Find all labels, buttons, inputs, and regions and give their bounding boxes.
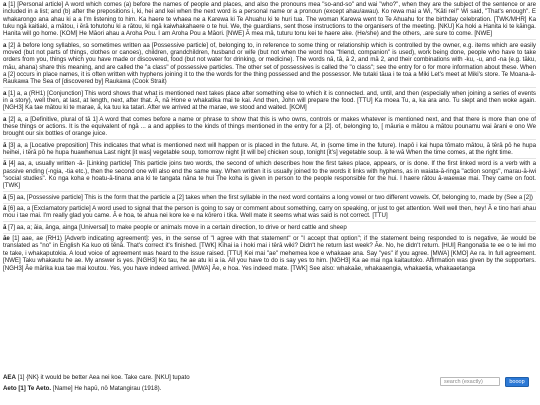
entry-divider — [3, 139, 536, 140]
dictionary-entry — [3, 374, 363, 381]
entry-definition: [1] aae, ae (RH1) [Adverb indicating agreement]: yes, in the sense of "I agree with that statement" or "I accept that option"; if the statement being responded to is negative, āe would be translated as "no" in English Ka kuo oti tēnā. That's correct it's finished. [TWK] Kīhai ia i hoki mai i tērā wiki? Didn't he return last week? Āe. No, he didn't return. [HUI] Rangonatia te ee o te iwi mo te take, i whakaputokia. A loud voice of agreement was heard to the issue raised. [TTU] Kei mai "ae" mehemea koe e whakaae ana. Say "yes" if you agree. [MWA] [KMO] Ae ra. In full agreement. [NWE] Taku whakautu he ae. My answer is yes. [NGH3] Ko tau, he ae atu ki a ia. All you have to do is say yes to him. [NGH3] Ka ae mai nga kaitautoko. Affirmation was given by the supporters. [NGH3] Āe mārika kua tae mai koutou. Yes, you have indeed arrived. [MWA] Āe, e hoa. Yes indeed mate. [TWK] See also: whakaāe, whakaaengia, whakaetia, whakaaetanga — [3, 235, 536, 272]
entry-definition: [4] aa, a, usually written -ā- [Linking particle] This particle joins two words, the second of which describes how the first takes place, appears, or is done. If the first linked word is a verb with a passive ending (-ngia, -tia etc.), then the second one will also end the same way. When written it is usually joined to the words it links with hyphens, as in waiata-ā-ringa "action songs", marau-ā-iwi "social studies". Ko nga koha e hoatu-ā-tinana ana ki te tangata nāna te hui The koha is given in person to the people responsible for the hui. I haere rātou ā-waewae mai. They came on foot. [TWK] — [3, 160, 536, 190]
dictionary-entry — [3, 116, 536, 138]
dictionary-entry — [3, 224, 536, 231]
entry-divider — [3, 87, 536, 88]
entry-divider — [3, 39, 536, 40]
entry-divider — [3, 158, 536, 159]
dictionary-entry — [3, 194, 536, 201]
entry-divider — [3, 113, 536, 114]
entry-headword[interactable]: ā — [3, 223, 7, 231]
entry-definition: [2] â before long syllables, so sometimes written aa [Possessive particle] of, belonging to, in reference to some thing or relationship which is controlled by the owner, e.g. items which are easily moved (but not parts of things, clothes or canoes), children, grandchildren, husband or wife (but not when the word hoa "friend, companion" is used), work being done, people who have to take orders from you, things which you have made or discovered, food (but not water for drinking, or medicine). The words nā, tā, ā 2, and mā 2, and their combinations with -ku, -u, and -na (e.g. tāku, māu, ahana) share this meaning, and are called the "a class" of possessive particles. The other set of possessives is called the "o class"; see the entry for o for more information about these. When a [2] occurs in place names, it is often written with hyphens joining it to the the words for the thing possessed and the possessor. Me tutaki tāua i te toa a Miki Let's meet at Miki's store. Te Moana-ā-Raukawa The Sea of [discovered by] Raukawa (Cook Strait) — [3, 41, 536, 86]
entry-definition: [2] a, a [Definitive, plural of tā 1] A word that comes before a name or phrase to show that this is who owns, controls or makes whatever is mentioned next, and that there is more than one of these things or actions. It is the equivalent of ngā ... a and applies to the kinds of things mentioned in the entry for a [2]. of, belonging to, [ māuria e mātou a mātou pounamu wai ārani e ono We brought our six bottles of orange juice. — [3, 115, 536, 138]
entry-headword[interactable]: ā — [3, 160, 7, 168]
short-entry-list — [3, 374, 363, 395]
entry-divider — [3, 233, 536, 234]
entry-list — [3, 1, 536, 273]
entry-definition: [Name] He hapū, nō Matangirau (1918). — [52, 384, 162, 392]
entry-headword[interactable]: a — [3, 89, 7, 97]
dictionary-entry — [3, 235, 536, 272]
search-input[interactable] — [440, 377, 500, 386]
dictionary-entry — [3, 90, 536, 112]
entry-headword[interactable]: a — [3, 1, 7, 8]
entry-definition: [7] aa, a; āia, ānga, ainga [Universal] to make people or animals move in a certain direction, to drive or herd cattle and sheep — [8, 223, 347, 231]
entry-headword[interactable]: a — [3, 41, 7, 49]
dictionary-entry — [3, 42, 536, 86]
entry-headword[interactable]: āe — [3, 235, 10, 243]
entry-headword[interactable]: a — [3, 115, 7, 123]
entry-divider — [3, 221, 536, 222]
dictionary-entry — [3, 160, 536, 189]
entry-definition: [5] aa, [Possessive particle] This is the form that the particle a [2] takes when the first syllable in the next word contains a long vowel or two different vowels. Of, belonging to, made by (See a [2]) — [8, 193, 533, 201]
entry-headword[interactable]: ā — [3, 205, 7, 213]
dictionary-entry — [3, 385, 363, 392]
entry-definition: [6] aa, a [Exclamatory particle] A word used to signal that the person is going to say or comment about something, carry on speaking, or just to get attention. Well well then, hey! Ā e tino hari ahau mou i tae mai. I'm really glad you came. Ā e hoa, te ahua nei kore ke e na kōrero i tika. Well mate it seems what was said is not correct. [TTU] — [3, 205, 536, 220]
dictionary-entry — [3, 142, 536, 157]
entry-definition: [1] {NK} it would be better Aea nei koe. Take care. [NKU] tupato — [17, 374, 190, 381]
entry-definition: [3] a, a [Locative preposition] This indicates that what is mentioned next will happen or is placed in the future. At, in (some time in the future). Inapō i kai hupa tōmato mātou, ā tērā pō he hupa heihei, i tērā pō he hupa huawhenua Last night [it was] vegetable soup, tomorrow night [it will be] chicken soup, tonight [it's] vegetable soup. ā te wā When the time comes, at the right time. — [3, 141, 536, 157]
dictionary-entry — [3, 1, 536, 38]
dictionary-entry — [3, 205, 536, 220]
entry-headword[interactable]: ā — [3, 141, 7, 149]
entry-headword[interactable]: ā — [3, 193, 7, 201]
entry-divider — [3, 191, 536, 192]
entry-headword[interactable]: AEA — [3, 374, 16, 381]
entry-definition: [1] a, a (RH1) [Conjunction] This word shows that what is mentioned next takes place after something else to which it is connected. and, until, and then (especially when joining a series of events in a story), well then, at last, at length, next, after that. Ā, nā Hone e whakatika mai te kai. And then, John will prepare the food. [TTU] Ka moea Tu, a, ka ara ano. Tu slept and then woke again. [NGH3] Ka tae mātou ki te marae, ā, ka tuu ka tatari. After we arrived at the marae, we stood and waited. [KOM] — [3, 89, 536, 112]
entry-definition: [1] [Personal article] A word which comes (a) before the names of people and places, and also the pronouns mea "so-and-so" and wai "who?", when they are the subject of the sentence or are included in a list; and (b) after the prepositions i, ki, hei and kei when the next word is a personal name or a pronoun (except ahau/awau). Ko rewa mai a Wi, "Kāti rei!" Wi said, "That's enough". E whakarongo ana ahau ki a a I'm listening to him. Ka haere te whaea ne a Karewa ki Te Ahuahu ki te huri tua. The woman Karewa went to Te Ahuahu for the birthday celebration. [TWK/MHR] Ka tuku ngā kaitiaki, a mātou, i ērā tohutohu ki a rātou, ki ngā kaiwhakahaere o te hui. We, the guardians, sent those instructions to the organisers of the meeting. [NKU] Ka hoki a Hanita ki te kāinga. Hanita will go home. [KOM] He Māori ahau a Aroha Pou. I am Aroha Pou a Māori. [NWE] Ā mea mā, tuturu tonu kei te haere ake. (He/she) and the others, .are sure to come. [NWE] — [3, 1, 536, 38]
entry-divider — [3, 203, 536, 204]
entry-headword[interactable]: Aeto [1] Te Aeto. — [3, 384, 52, 392]
search-button[interactable]: booop — [505, 377, 529, 387]
